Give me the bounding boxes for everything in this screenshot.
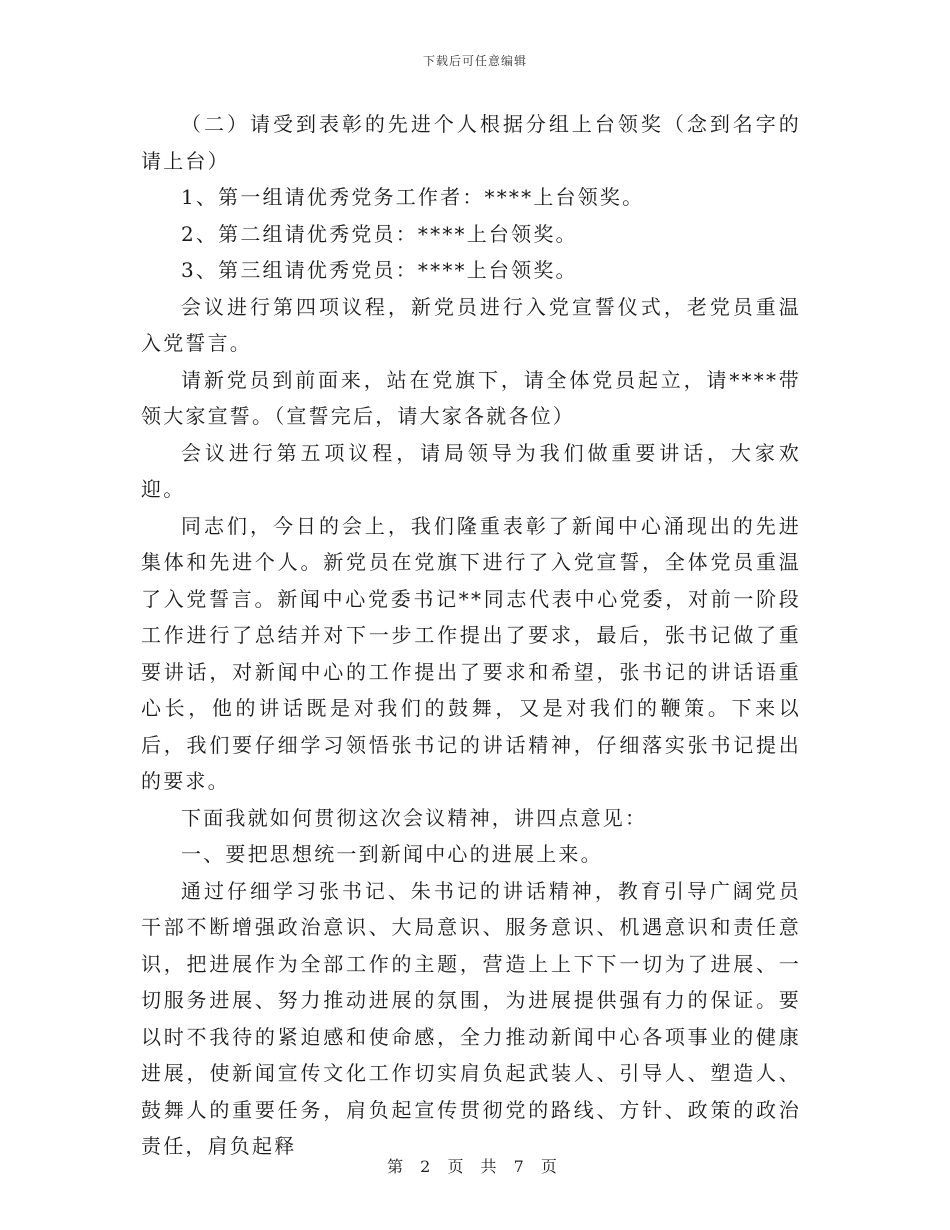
document-body [141, 106, 801, 1165]
paragraph: 一、要把思想统一到新闻中心的进展上来。 [181, 842, 603, 866]
paragraph: 会议进行第四项议程，新党员进行入党宣誓仪式，老党员重温入党誓言。 [141, 294, 801, 355]
paragraph: 下面我就如何贯彻这次会议精神，讲四点意见： [181, 805, 648, 830]
paragraph: 请新党员到前面来，站在党旗下，请全体党员起立，请****带领大家宣誓。（宣誓完后，请大家各就各位） [141, 367, 801, 428]
paragraph: 2、第二组请优秀党员：****上台领奖。 [181, 221, 578, 246]
paragraph: 会议进行第五项议程，请局领导为我们做重要讲话，大家欢迎。 [141, 440, 801, 501]
paragraph: （二）请受到表彰的先进个人根据分组上台领奖（念到名字的请上台） [141, 112, 801, 173]
paragraph: 3、第三组请优秀党员：****上台领奖。 [181, 258, 578, 282]
paragraph: 同志们，今日的会上，我们隆重表彰了新闻中心涌现出的先进集体和先进个人。新党员在党旗下进行了入党宣誓，全体党员重温了入党誓言。新闻中心党委书记**同志代表中心党委，对前一阶段工作进行了总结并对下一步工作提出了要求，最后，张书记做了重要讲话，对新闻中心的工作提出了要求和希望，张书记的讲话语重心长，他的讲话既是对我们的鼓舞，又是对我们的鞭策。下来以后，我们要仔细学习领悟张书记的讲话精神，仔细落实张书记提出的要求。 [141, 513, 801, 793]
paragraph: 1、第一组请优秀党务工作者：****上台领奖。 [181, 185, 645, 209]
header-note: 下载后可任意编辑 [422, 54, 527, 68]
paragraph: 通过仔细学习张书记、朱书记的讲话精神，教育引导广阔党员干部不断增强政治意识、大局意识、服务意识、机遇意识和责任意识，把进展作为全部工作的主题，营造上上下下一切为了进展、一切服务进展、努力推动进展的氛围，为进展提供强有力的保证。要以时不我待的紧迫感和使命感，全力推动新闻中心各项事业的健康进展，使新闻宣传文化工作切实肩负起武装人、引导人、塑造人、鼓舞人的重要任务，肩负起宣传贯彻党的路线、方针、政策的政治责任，肩负起释 [141, 878, 801, 1158]
page-number: 第 2 页 共 7 页 [387, 1157, 563, 1176]
